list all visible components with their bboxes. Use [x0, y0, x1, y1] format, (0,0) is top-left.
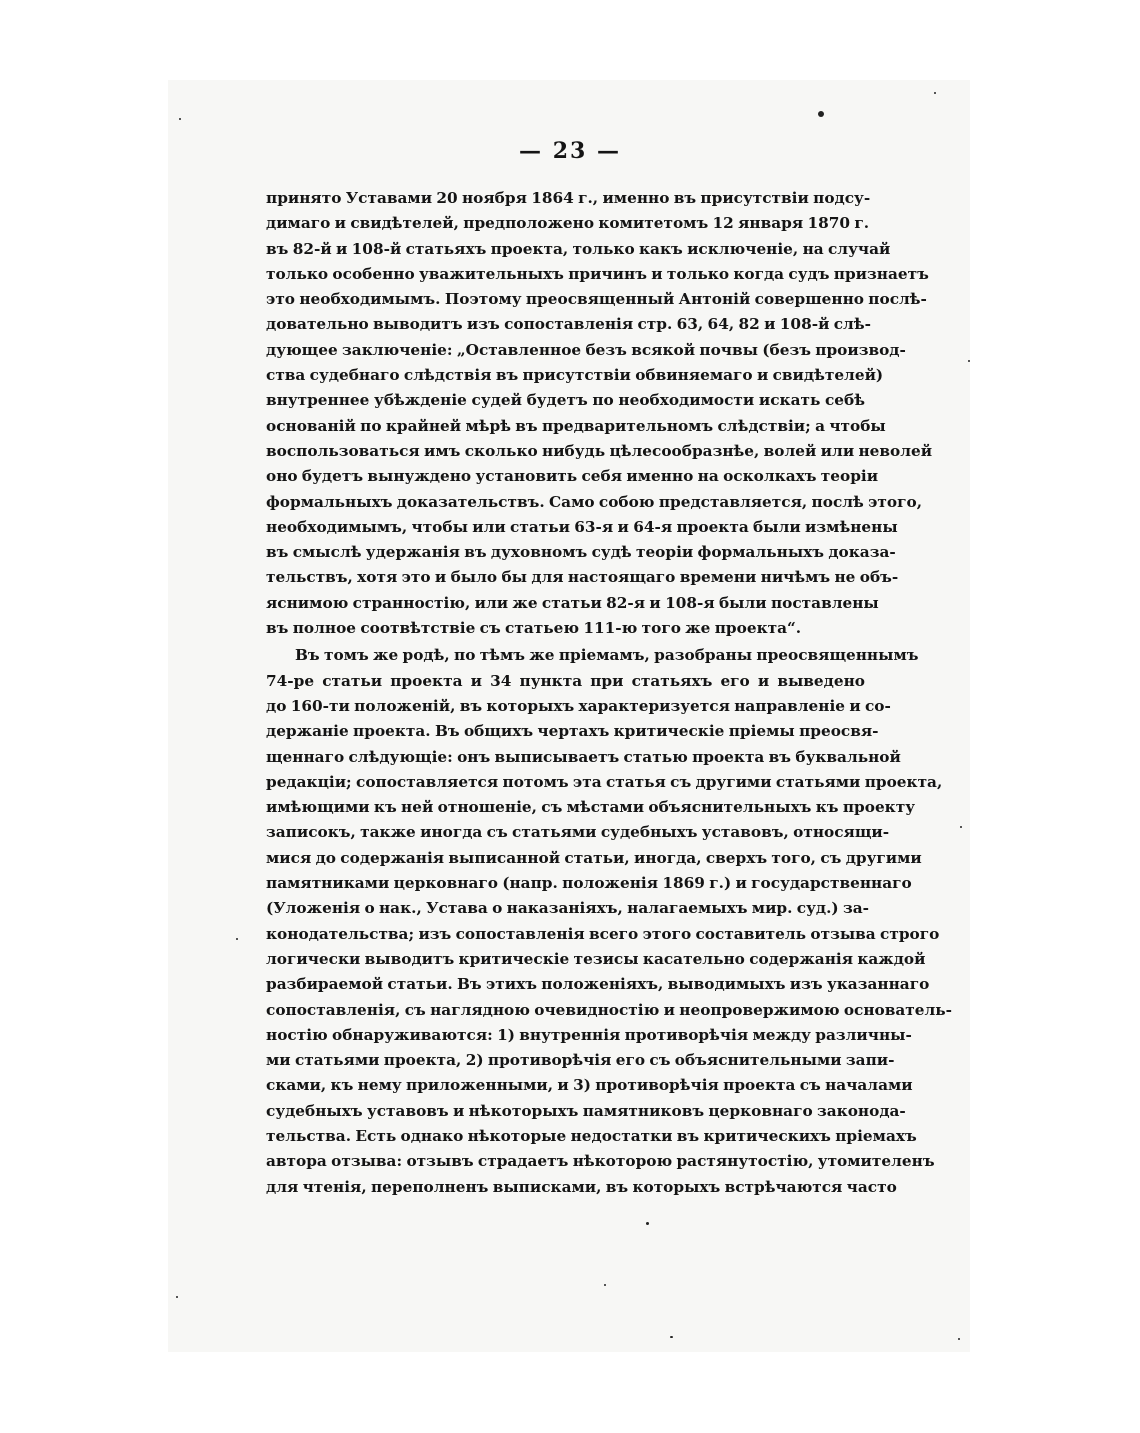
scan-speck	[934, 92, 936, 94]
paragraph-2	[266, 643, 953, 1200]
paragraph-1	[266, 186, 933, 641]
text-line: записокъ, также иногда съ статьями судебныхъ уставовъ, относящи-	[266, 823, 890, 842]
text-line: имѣющими къ ней отношеніе, съ мѣстами объяснительныхъ къ проекту	[266, 798, 915, 817]
text-line: сками, къ нему приложенными, и 3) противорѣчія проекта съ началами	[266, 1076, 913, 1095]
text-line: оно будетъ вынуждено установить себя именно на осколкахъ теоріи	[266, 467, 879, 486]
text-line: ми статьями проекта, 2) противорѣчія его съ объяснительными запи-	[266, 1051, 895, 1070]
text-line: мися до содержанія выписанной статьи, иногда, сверхъ того, съ другими	[266, 848, 922, 867]
text-line: въ полное соотвѣтствіе съ статьею 111-ю того же проекта“.	[266, 619, 802, 638]
scan-speck	[818, 111, 824, 117]
text-line: конодательства; изъ сопоставленія всего этого составитель отзыва строго	[266, 924, 940, 943]
scan-speck	[176, 1296, 178, 1298]
text-line: тельства. Есть однако нѣкоторые недостатки въ критическихъ пріемахъ	[266, 1126, 917, 1145]
scan-speck	[968, 360, 970, 362]
text-line: разбираемой статьи. Въ этихъ положеніяхъ, выводимыхъ изъ указаннаго	[266, 975, 930, 994]
scan-speck	[670, 1336, 673, 1338]
text-line: для чтенія, переполненъ выписками, въ которыхъ встрѣчаются часто	[266, 1177, 897, 1196]
text-line: дующее заключеніе: „Оставленное безъ всякой почвы (безъ производ-	[266, 340, 906, 359]
text-line: памятниками церковнаго (напр. положенія 1869 г.) и государственнаго	[266, 874, 912, 893]
page-number: — 23 —	[519, 138, 621, 164]
text-line: воспользоваться имъ сколько нибудь цѣлесообразнѣе, волей или неволей	[266, 441, 933, 460]
text-line: щеннаго слѣдующіе: онъ выписываетъ статью проекта въ буквальной	[266, 747, 901, 766]
scan-speck	[958, 1338, 960, 1340]
scan-speck	[236, 938, 238, 940]
text-line: довательно выводитъ изъ сопоставленія стр. 63, 64, 82 и 108-й слѣ-	[266, 315, 871, 334]
text-line: принято Уставами 20 ноября 1864 г., именно въ присутствіи подсу-	[266, 189, 871, 207]
text-line: это необходимымъ. Поэтому преосвященный Антоній совершенно послѣ-	[266, 290, 927, 309]
text-line: 74-ре статьи проекта и 34 пункта при статьяхъ его и выведено	[266, 671, 865, 690]
text-line: Въ томъ же родѣ, по тѣмъ же пріемамъ, разобраны преосвященнымъ	[295, 646, 919, 665]
text-line: логически выводитъ критическіе тезисы касательно содержанія каждой	[266, 949, 926, 968]
text-line: до 160-ти положеній, въ которыхъ характеризуется направленіе и со-	[266, 696, 891, 715]
text-line: судебныхъ уставовъ и нѣкоторыхъ памятниковъ церковнаго законода-	[266, 1101, 906, 1120]
text-line: формальныхъ доказательствъ. Само собою представляется, послѣ этого,	[266, 492, 923, 511]
scan-speck	[646, 1222, 649, 1225]
text-line: ностію обнаруживаются: 1) внутреннія противорѣчія между различны-	[266, 1025, 912, 1044]
text-line: редакціи; сопоставляется потомъ эта статья съ другими статьями проекта,	[266, 772, 943, 791]
text-line: димаго и свидѣтелей, предположено комитетомъ 12 января 1870 г.	[266, 214, 870, 233]
text-line: (Уложенія о нак., Устава о наказаніяхъ, налагаемыхъ мир. суд.) за-	[266, 899, 869, 918]
text-line: въ 82-й и 108-й статьяхъ проекта, только какъ исключеніе, на случай	[266, 239, 891, 258]
scan-speck	[960, 826, 962, 828]
text-line: въ смыслѣ удержанія въ духовномъ судѣ теоріи формальныхъ доказа-	[266, 543, 896, 562]
text-line: необходимымъ, чтобы или статьи 63-я и 64-я проекта были измѣнены	[266, 517, 898, 536]
scan-speck	[604, 1284, 606, 1286]
body-text	[266, 186, 953, 1200]
text-line: внутреннее убѣжденіе судей будетъ по необходимости искать себѣ	[266, 391, 865, 410]
text-line: автора отзыва: отзывъ страдаетъ нѣкоторою растянутостію, утомителенъ	[266, 1152, 935, 1171]
text-line: только особенно уважительныхъ причинъ и только когда судъ признаетъ	[266, 264, 929, 283]
text-line: сопоставленія, съ наглядною очевидностію и неопровержимою основатель-	[266, 1000, 953, 1019]
text-line: тельствъ, хотя это и было бы для настоящаго времени ничѣмъ не объ-	[266, 568, 899, 587]
scan-speck	[179, 118, 181, 120]
text-line: ства судебнаго слѣдствія въ присутствіи обвиняемаго и свидѣтелей)	[266, 366, 884, 385]
text-line: держаніе проекта. Въ общихъ чертахъ критическіе пріемы преосвя-	[266, 722, 879, 741]
text-line: яснимою странностію, или же статьи 82-я и 108-я были поставлены	[266, 593, 879, 612]
text-line: основаній по крайней мѣрѣ въ предварительномъ слѣдствіи; а чтобы	[266, 416, 886, 435]
